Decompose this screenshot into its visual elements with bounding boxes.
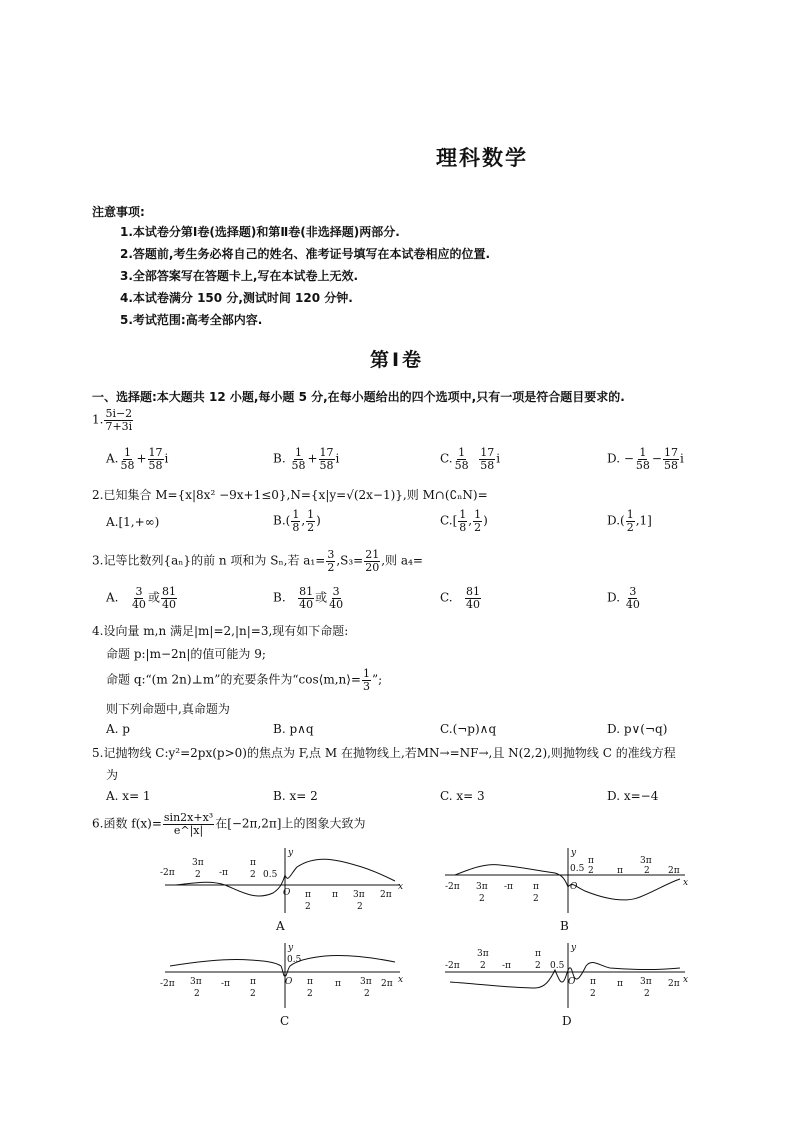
- tick-pi2-den: 2: [590, 989, 596, 999]
- tick-neg2pi: -2π: [160, 979, 175, 989]
- question-5-stem: 5.记抛物线 C:y²=2px(p>0)的焦点为 F,点 M 在抛物线上,若MN→=NF→,且 N(2,2),则抛物线 C 的准线方程: [92, 746, 676, 760]
- y-label: y: [288, 848, 294, 858]
- origin-label: O: [285, 977, 293, 987]
- question-1-option-b: B. $\frac{1}{58}$ + $\frac{17}{58}$ i: [273, 446, 340, 472]
- tick-negpi: -π: [504, 882, 513, 892]
- tick-negpi: -π: [221, 979, 230, 989]
- tick-neg3pi2-den: 2: [195, 870, 201, 880]
- tick-pi: π: [332, 890, 338, 900]
- origin-label: O: [283, 888, 291, 898]
- tick-neg3pi2-den: 2: [194, 989, 200, 999]
- graph-d: [440, 940, 690, 1010]
- tick-neg2pi: -2π: [445, 882, 460, 892]
- question-4-ask: 则下列命题中,真命题为: [106, 702, 230, 716]
- tick-3pi2-num: 3π: [640, 856, 652, 866]
- origin-label: O: [570, 882, 578, 892]
- x-label: x: [683, 975, 689, 985]
- tick-pi2-num: π: [588, 856, 594, 866]
- question-5-option-d: D. x=−4: [607, 789, 659, 803]
- question-2-option-c: C.[ $\frac{1}{8}$ , $\frac{1}{2}$ ): [440, 508, 488, 534]
- tick-neg3pi2-num: 3π: [477, 949, 489, 959]
- tick-negpi2-den: 2: [535, 961, 541, 971]
- tick-half: 0.5: [287, 955, 302, 965]
- curve-c: [170, 955, 395, 975]
- tick-2pi: 2π: [381, 979, 393, 989]
- tick-negpi2-num: π: [533, 882, 539, 892]
- graph-a: [155, 845, 405, 915]
- page-title: 理科数学: [436, 146, 528, 170]
- tick-2pi: 2π: [380, 890, 392, 900]
- question-5-option-a: A. x= 1: [106, 789, 151, 803]
- tick-half: 0.5: [570, 864, 585, 874]
- question-4-proposition-q: 命题 q:“(m 2n)⊥m”的充要条件为“cos⟨m,n⟩= $\frac{1}{3}$ ”;: [106, 667, 383, 693]
- tick-negpi: -π: [219, 868, 228, 878]
- tick-3pi2-num: 3π: [640, 977, 652, 987]
- notice-item: 1.本试卷分第Ⅰ卷(选择题)和第Ⅱ卷(非选择题)两部分.: [120, 225, 400, 239]
- question-4-option-d: D. p∨(¬q): [607, 722, 668, 736]
- question-6-stem: 6.函数 f(x)= $\frac{\text{sin2x+x³}}{e\^{}|x|}$ 在[−2π,2π]上的图象大致为: [92, 811, 366, 837]
- tick-3pi2-den: 2: [644, 989, 650, 999]
- part-title: 第Ⅰ卷: [369, 349, 425, 371]
- tick-pi2-num: π: [305, 890, 311, 900]
- question-1-stem: 1. $\frac{5i-2}{7+3i}$: [92, 407, 133, 433]
- y-label: y: [571, 943, 577, 953]
- tick-neg3pi2-den: 2: [480, 961, 486, 971]
- tick-pi2-den: 2: [307, 989, 313, 999]
- question-1-option-c: C. $\frac{1}{58}$ $\frac{17}{58}$ i: [440, 446, 501, 472]
- question-3-option-d: D. $\frac{3}{40}$: [607, 585, 640, 611]
- tick-2pi: 2π: [668, 979, 680, 989]
- notice-item: 2.答题前,考生务必将自己的姓名、准考证号填写在本试卷相应的位置.: [120, 247, 491, 261]
- tick-half: 0.5: [550, 961, 565, 971]
- question-1-option-d: D. − $\frac{1}{58}$ − $\frac{17}{58}$ i: [607, 446, 684, 472]
- y-label: y: [571, 848, 577, 858]
- tick-neg3pi2-num: 3π: [476, 882, 488, 892]
- question-5-stem-cont: 为: [106, 768, 119, 782]
- tick-3pi2-den: 2: [644, 866, 650, 876]
- graph-c: [155, 940, 405, 1010]
- x-label: x: [683, 878, 689, 888]
- graph-label-b: B: [560, 919, 569, 933]
- question-1-option-a: A. $\frac{1}{58}$ + $\frac{17}{58}$ i: [106, 446, 169, 472]
- notice-item: 4.本试卷满分 150 分,测试时间 120 分钟.: [120, 291, 353, 305]
- x-label: x: [398, 882, 404, 892]
- notice-item: 3.全部答案写在答题卡上,写在本试卷上无效.: [120, 269, 359, 283]
- notice-item: 5.考试范围:高考全部内容.: [120, 313, 263, 327]
- tick-half: 0.5: [263, 870, 278, 880]
- tick-pi: π: [617, 866, 623, 876]
- section-heading: 一、选择题:本大题共 12 小题,每小题 5 分,在每小题给出的四个选项中,只有一项是符合题目要求的.: [92, 390, 625, 404]
- tick-pi2-den: 2: [305, 902, 311, 912]
- tick-neg2pi: -2π: [445, 961, 460, 971]
- question-5-option-b: B. x= 2: [273, 789, 318, 803]
- y-label: y: [288, 943, 294, 953]
- question-4-option-c: C.(¬p)∧q: [440, 722, 497, 736]
- question-4-proposition-p: 命题 p:|m−2n|的值可能为 9;: [106, 647, 266, 661]
- question-3-option-b: B. $\frac{81}{40}$ 或 $\frac{3}{40}$: [273, 585, 344, 611]
- question-2-stem: 2.已知集合 M={x|8x² −9x+1≤0},N={x|y=√(2x−1)},则 M∩(∁ₙN)=: [92, 488, 488, 502]
- tick-negpi2-num: π: [250, 977, 256, 987]
- graph-label-d: D: [562, 1014, 572, 1028]
- graph-label-a: A: [276, 919, 285, 933]
- tick-pi: π: [335, 979, 341, 989]
- tick-pi2-den: 2: [588, 866, 594, 876]
- tick-3pi2-den: 2: [364, 989, 370, 999]
- tick-neg2pi: -2π: [160, 868, 175, 878]
- tick-negpi2-num: π: [535, 949, 541, 959]
- question-5-option-c: C. x= 3: [440, 789, 485, 803]
- tick-negpi2-num: π: [250, 858, 256, 868]
- tick-pi: π: [617, 979, 623, 989]
- tick-pi2-num: π: [590, 977, 596, 987]
- tick-negpi2-den: 2: [250, 989, 256, 999]
- x-label: x: [398, 975, 404, 985]
- graph-b: [440, 845, 690, 915]
- tick-3pi2-num: 3π: [360, 977, 372, 987]
- tick-neg3pi2-num: 3π: [190, 977, 202, 987]
- question-2-option-b: B.( $\frac{1}{8}$ , $\frac{1}{2}$ ): [273, 508, 321, 534]
- tick-neg3pi2-den: 2: [479, 894, 485, 904]
- tick-neg3pi2-num: 3π: [192, 858, 204, 868]
- tick-pi2-num: π: [307, 977, 313, 987]
- tick-negpi2-den: 2: [250, 870, 256, 880]
- question-2-option-d: D.( $\frac{1}{2}$ ,1]: [607, 508, 652, 534]
- question-2-option-a: A.[1,+∞): [106, 515, 160, 529]
- origin-label: O: [568, 977, 576, 987]
- question-3-option-a: A. $\frac{3}{40}$ 或 $\frac{81}{40}$: [106, 585, 176, 611]
- tick-2pi: 2π: [668, 866, 680, 876]
- question-4-option-b: B. p∧q: [273, 722, 314, 736]
- graph-label-c: C: [280, 1014, 290, 1028]
- tick-negpi: -π: [502, 961, 511, 971]
- tick-3pi2-den: 2: [357, 902, 363, 912]
- question-3-stem: 3.记等比数列{aₙ}的前 n 项和为 Sₙ,若 a₁= $\frac{3}{2}$ ,S₃= $\frac{21}{20}$ ,则 a₄=: [92, 548, 423, 574]
- tick-3pi2-num: 3π: [353, 890, 365, 900]
- notice-heading: 注意事项:: [92, 205, 145, 219]
- question-3-option-c: C. $\frac{81}{40}$: [440, 585, 481, 611]
- question-4-option-a: A. p: [106, 722, 130, 736]
- question-4-stem: 4.设向量 m,n 满足|m|=2,|n|=3,现有如下命题:: [92, 624, 349, 638]
- tick-negpi2-den: 2: [533, 894, 539, 904]
